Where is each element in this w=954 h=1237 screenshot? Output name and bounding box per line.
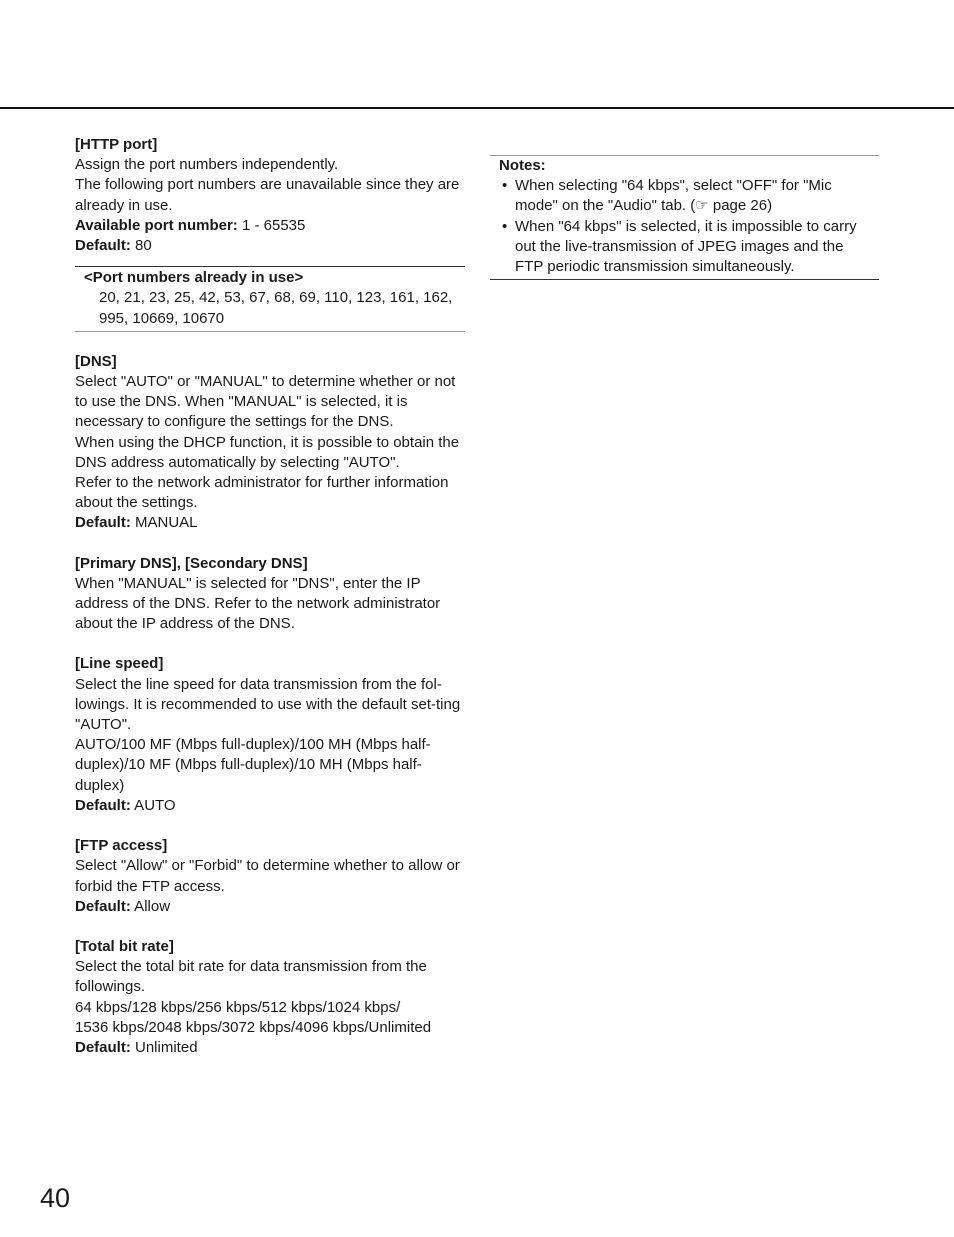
line-speed-line: Select the line speed for data transmission from the fol-lowings. It is recommended to use with the default set-ting "AUTO". (75, 675, 461, 734)
default-label: Default: (75, 796, 131, 814)
total-bit-rate-default (75, 1038, 465, 1058)
dns-heading: [DNS] (75, 352, 117, 370)
default-value: Unlimited (130, 1038, 198, 1056)
ftp-access-line: Select "Allow" or "Forbid" to determine whether to allow or forbid the FTP access. (75, 857, 460, 895)
notes-item-text: When "64 kbps" is selected, it is impossible to carry out the live-transmission of JPEG images and the FTP periodic transmission simultaneously. (515, 217, 857, 276)
http-port-line: The following port numbers are unavailable since they are already in use. (75, 176, 460, 214)
total-bit-rate-section (75, 937, 465, 1058)
line-speed-default (75, 796, 465, 816)
http-port-default (75, 236, 465, 256)
dns-default (75, 513, 465, 533)
http-port-heading: [HTTP port] (75, 136, 158, 153)
primary-dns-line: When "MANUAL" is selected for "DNS", enter the IP address of the DNS. Refer to the network administrator about the IP address of the DNS. (75, 574, 441, 633)
line-speed-heading: [Line speed] (75, 655, 164, 673)
default-value: MANUAL (130, 514, 198, 532)
notes-item-text: When selecting "64 kbps", select "OFF" for "Mic mode" on the "Audio" tab. (☞ page 26) (515, 177, 832, 215)
left-column (75, 135, 465, 1078)
available-port-number (75, 216, 465, 236)
top-rule (0, 107, 954, 109)
notes-box (490, 155, 879, 280)
default-label: Default: (75, 1038, 131, 1056)
default-value: AUTO (130, 796, 176, 814)
right-column (490, 155, 879, 280)
default-label: Default: (75, 897, 131, 915)
notes-item (499, 176, 871, 216)
default-label: Default: (75, 237, 131, 255)
total-bit-rate-line: Select the total bit rate for data transmission from the followings. (75, 958, 427, 996)
dns-line: Select "AUTO" or "MANUAL" to determine whether or not to use the DNS. When "MANUAL" is selected, it is necessary to configure the settings for the DNS. (75, 373, 456, 431)
ftp-access-section (75, 836, 465, 917)
ports-in-use-list: 20, 21, 23, 25, 42, 53, 67, 68, 69, 110, 123, 161, 162, 995, 10669, 10670 (99, 289, 453, 327)
dns-line: Refer to the network administrator for further information about the settings. (75, 474, 449, 512)
page-number: 40 (40, 1183, 71, 1213)
available-label: Available port number: (75, 216, 238, 234)
total-bit-rate-line: 1536 kbps/2048 kbps/3072 kbps/4096 kbps/Unlimited (75, 1018, 432, 1036)
total-bit-rate-line: 64 kbps/128 kbps/256 kbps/512 kbps/1024 kbps/ (75, 998, 401, 1016)
ports-in-use-box (75, 266, 465, 332)
dns-line: When using the DHCP function, it is possible to obtain the DNS address automatically by selecting "AUTO". (75, 433, 460, 471)
ftp-access-heading: [FTP access] (75, 837, 168, 855)
dns-section (75, 352, 465, 534)
bullet-icon: • (502, 177, 508, 195)
notes-item (499, 217, 871, 278)
line-speed-line: AUTO/100 MF (Mbps full-duplex)/100 MH (Mbps half-duplex)/10 MF (Mbps full-duplex)/10 MH (Mbps half-duplex) (75, 736, 431, 794)
primary-dns-heading: [Primary DNS], [Secondary DNS] (75, 554, 308, 572)
ports-in-use-title: <Port numbers already in use> (84, 269, 304, 287)
http-port-line: Assign the port numbers independently. (75, 156, 339, 174)
available-value: 1 - 65535 (237, 216, 306, 234)
notes-title: Notes: (499, 157, 546, 174)
line-speed-section (75, 654, 465, 816)
primary-dns-section (75, 554, 465, 635)
http-port-section (75, 135, 465, 256)
total-bit-rate-heading: [Total bit rate] (75, 937, 174, 955)
ftp-access-default (75, 897, 465, 917)
default-label: Default: (75, 514, 131, 532)
bullet-icon: • (502, 217, 508, 235)
default-value: Allow (130, 897, 171, 915)
default-value: 80 (130, 237, 152, 255)
